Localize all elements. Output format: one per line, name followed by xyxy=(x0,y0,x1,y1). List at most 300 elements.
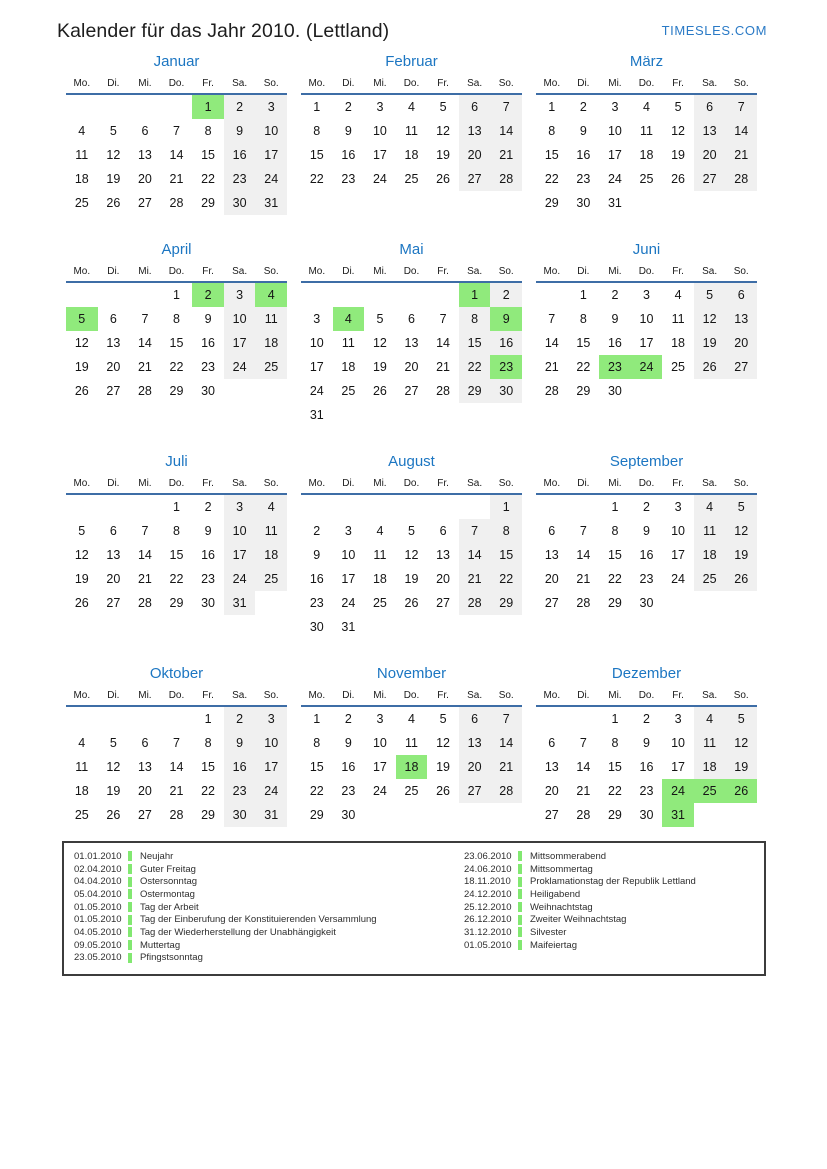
day-cell: 16 xyxy=(341,760,356,774)
day-cell: 17 xyxy=(639,336,654,350)
day-cell: 12 xyxy=(694,307,726,331)
day-cell: 9 xyxy=(643,524,650,538)
day-cell: 28 xyxy=(459,591,491,615)
day-cell: 13 xyxy=(137,760,152,774)
day-cell: 7 xyxy=(725,95,757,119)
day-cell: 23 xyxy=(341,172,356,186)
day-cell: 15 xyxy=(544,148,559,162)
day-cell: 17 xyxy=(372,148,387,162)
days-grid xyxy=(536,495,757,615)
day-cell: 28 xyxy=(490,779,522,803)
day-cell-empty xyxy=(427,495,459,519)
day-cell: 19 xyxy=(725,543,757,567)
weekday-label: So. xyxy=(498,266,514,277)
day-cell: 11 xyxy=(255,307,287,331)
page-header xyxy=(0,0,827,50)
day-cell: 17 xyxy=(671,760,686,774)
month-title: Januar xyxy=(153,53,200,70)
day-cell: 5 xyxy=(376,312,384,326)
day-cell: 6 xyxy=(439,524,447,538)
legend-item xyxy=(464,875,756,888)
day-cell: 9 xyxy=(611,312,619,326)
weekday-label: Do. xyxy=(168,266,185,277)
day-cell: 12 xyxy=(436,124,451,138)
day-cell: 12 xyxy=(74,548,89,562)
legend-date: 09.05.2010 xyxy=(74,939,122,951)
weekday-label: Di. xyxy=(577,78,590,89)
month-title: Juni xyxy=(632,241,661,258)
day-cell: 5 xyxy=(674,100,682,114)
day-cell: 15 xyxy=(309,148,324,162)
day-cell: 30 xyxy=(639,808,654,822)
weekday-header-row xyxy=(301,689,522,707)
day-cell: 4 xyxy=(408,100,415,114)
day-cell: 29 xyxy=(607,596,622,610)
day-cell: 5 xyxy=(439,100,447,114)
weekday-label: Fr. xyxy=(672,266,684,277)
day-cell: 8 xyxy=(579,312,587,326)
day-cell: 3 xyxy=(344,524,352,538)
weekday-label: Mi. xyxy=(138,690,152,701)
day-cell: 2 xyxy=(643,712,650,726)
day-cell: 12 xyxy=(106,760,121,774)
day-cell-empty xyxy=(66,283,98,307)
weekday-label: Mi. xyxy=(138,78,152,89)
weekday-label: Do. xyxy=(168,690,185,701)
day-cell: 5 xyxy=(109,736,117,750)
day-cell: 22 xyxy=(576,360,591,374)
legend-item xyxy=(74,875,464,888)
legend-label: Mittsommertag xyxy=(530,863,593,875)
holiday-marker-icon xyxy=(128,940,132,950)
weekday-label: Mo. xyxy=(308,78,326,89)
day-cell: 30 xyxy=(224,191,256,215)
day-cell-holiday: 31 xyxy=(662,803,694,827)
month-title: April xyxy=(161,241,192,258)
day-cell: 23 xyxy=(201,572,216,586)
day-cell: 30 xyxy=(341,808,356,822)
weekday-label: Di. xyxy=(577,478,590,489)
day-cell: 21 xyxy=(436,360,451,374)
day-cell: 26 xyxy=(106,196,121,210)
day-cell: 6 xyxy=(725,283,757,307)
day-cell: 7 xyxy=(579,736,587,750)
day-cell: 9 xyxy=(344,736,352,750)
weekday-label: Mo. xyxy=(73,478,91,489)
holiday-marker-icon xyxy=(518,851,522,861)
day-cell: 25 xyxy=(74,808,89,822)
day-cell: 25 xyxy=(404,784,419,798)
day-cell: 17 xyxy=(224,331,256,355)
day-cell: 25 xyxy=(404,172,419,186)
day-cell: 12 xyxy=(725,519,757,543)
day-cell: 28 xyxy=(576,596,591,610)
day-cell: 7 xyxy=(439,312,447,326)
day-cell: 15 xyxy=(459,331,491,355)
weekday-label: So. xyxy=(733,690,749,701)
day-cell: 15 xyxy=(201,760,216,774)
day-cell: 25 xyxy=(74,196,89,210)
day-cell: 13 xyxy=(544,760,559,774)
year-calendar xyxy=(66,53,757,827)
legend-label: Mittsommerabend xyxy=(530,850,607,862)
day-cell: 3 xyxy=(224,283,256,307)
day-cell: 3 xyxy=(643,288,650,302)
day-cell-empty xyxy=(98,707,130,731)
day-cell: 18 xyxy=(404,148,419,162)
weekday-label: Mo. xyxy=(308,690,326,701)
day-cell: 20 xyxy=(459,143,491,167)
day-cell: 6 xyxy=(459,707,491,731)
legend-item xyxy=(464,926,756,939)
day-cell: 30 xyxy=(639,596,654,610)
day-cell: 19 xyxy=(372,360,387,374)
day-cell: 27 xyxy=(459,779,491,803)
legend-label: Ostermontag xyxy=(140,888,195,900)
day-cell: 14 xyxy=(576,548,591,562)
legend-date: 23.06.2010 xyxy=(464,850,512,862)
day-cell: 28 xyxy=(490,167,522,191)
weekday-label: Sa. xyxy=(702,478,718,489)
weekday-label: Di. xyxy=(577,266,590,277)
weekday-label: Mo. xyxy=(73,78,91,89)
day-cell: 25 xyxy=(255,355,287,379)
day-cell: 1 xyxy=(173,500,180,514)
day-cell: 21 xyxy=(169,784,184,798)
day-cell: 13 xyxy=(436,548,451,562)
legend-column-left xyxy=(74,850,464,964)
day-cell: 17 xyxy=(671,548,686,562)
day-cell: 8 xyxy=(313,124,321,138)
day-cell: 12 xyxy=(404,548,419,562)
day-cell: 24 xyxy=(341,596,356,610)
page-title: Kalender für das Jahr 2010. (Lettland) xyxy=(57,20,390,42)
weekday-label: So. xyxy=(733,78,749,89)
day-cell: 26 xyxy=(106,808,121,822)
day-cell: 3 xyxy=(376,100,384,114)
legend-label: Tag der Arbeit xyxy=(140,901,199,913)
day-cell: 15 xyxy=(201,148,216,162)
weekday-label: Do. xyxy=(403,266,420,277)
day-cell: 3 xyxy=(376,712,384,726)
day-cell: 8 xyxy=(490,519,522,543)
day-cell: 9 xyxy=(204,524,212,538)
holiday-marker-icon xyxy=(518,877,522,887)
day-cell: 22 xyxy=(309,172,324,186)
day-cell: 15 xyxy=(607,760,622,774)
day-cell: 28 xyxy=(436,384,451,398)
weekday-label: So. xyxy=(263,690,279,701)
day-cell: 11 xyxy=(405,736,418,750)
day-cell: 19 xyxy=(436,148,451,162)
weekday-label: Mi. xyxy=(373,478,387,489)
legend-item xyxy=(74,901,464,914)
day-cell: 3 xyxy=(224,495,256,519)
day-cell: 24 xyxy=(224,567,256,591)
weekday-label: Mo. xyxy=(543,78,561,89)
day-cell: 4 xyxy=(376,524,384,538)
month-juli xyxy=(66,453,287,615)
month-title: Dezember xyxy=(611,665,682,682)
day-cell: 10 xyxy=(255,731,287,755)
day-cell: 15 xyxy=(490,543,522,567)
day-cell: 16 xyxy=(201,336,216,350)
day-cell: 19 xyxy=(74,572,89,586)
legend-date: 04.04.2010 xyxy=(74,876,122,888)
day-cell: 17 xyxy=(372,760,387,774)
day-cell: 26 xyxy=(436,784,451,798)
month-title: September xyxy=(609,453,684,470)
weekday-label: Mi. xyxy=(608,478,622,489)
weekday-label: So. xyxy=(498,78,514,89)
day-cell: 31 xyxy=(607,196,622,210)
weekday-label: Do. xyxy=(168,478,185,489)
weekday-label: Do. xyxy=(638,266,655,277)
month-title: Februar xyxy=(385,53,438,70)
day-cell: 27 xyxy=(725,355,757,379)
days-grid xyxy=(301,95,522,191)
day-cell: 24 xyxy=(255,779,287,803)
legend-label: Tag der Wiederherstellung der Unabhängigkeit xyxy=(140,926,336,938)
day-cell: 13 xyxy=(694,119,726,143)
day-cell-empty xyxy=(98,495,130,519)
legend-label: Heiligabend xyxy=(530,888,581,900)
day-cell: 16 xyxy=(224,143,256,167)
day-cell: 10 xyxy=(224,519,256,543)
day-cell-holiday: 2 xyxy=(192,283,224,307)
day-cell-empty xyxy=(459,495,491,519)
legend-date: 01.05.2010 xyxy=(74,914,122,926)
day-cell: 27 xyxy=(694,167,726,191)
day-cell: 10 xyxy=(224,307,256,331)
day-cell: 5 xyxy=(408,524,415,538)
day-cell: 19 xyxy=(671,148,686,162)
day-cell: 23 xyxy=(224,779,256,803)
day-cell: 25 xyxy=(671,360,686,374)
day-cell: 7 xyxy=(141,524,149,538)
day-cell: 4 xyxy=(408,712,415,726)
weekday-header-row xyxy=(301,77,522,95)
day-cell: 10 xyxy=(639,312,654,326)
day-cell: 26 xyxy=(74,384,89,398)
weekday-label: So. xyxy=(263,266,279,277)
weekday-label: Sa. xyxy=(232,266,248,277)
day-cell: 7 xyxy=(548,312,556,326)
day-cell: 29 xyxy=(544,196,559,210)
day-cell: 22 xyxy=(169,572,184,586)
day-cell: 29 xyxy=(576,384,591,398)
holiday-marker-icon xyxy=(128,864,132,874)
day-cell: 14 xyxy=(169,148,184,162)
day-cell: 4 xyxy=(643,100,650,114)
legend-date: 05.04.2010 xyxy=(74,888,122,900)
day-cell: 7 xyxy=(459,519,491,543)
day-cell: 2 xyxy=(204,500,212,514)
day-cell: 9 xyxy=(643,736,650,750)
day-cell: 15 xyxy=(169,336,184,350)
weekday-label: Do. xyxy=(638,78,655,89)
day-cell: 26 xyxy=(725,567,757,591)
day-cell: 11 xyxy=(671,312,685,326)
day-cell: 11 xyxy=(255,519,287,543)
day-cell: 6 xyxy=(109,312,117,326)
day-cell: 11 xyxy=(75,148,89,162)
day-cell-empty xyxy=(396,495,428,519)
day-cell-holiday: 1 xyxy=(459,283,491,307)
day-cell: 14 xyxy=(725,119,757,143)
weekday-label: Mi. xyxy=(608,78,622,89)
day-cell: 27 xyxy=(137,196,152,210)
days-grid xyxy=(536,283,757,403)
day-cell: 30 xyxy=(309,620,324,634)
day-cell: 12 xyxy=(725,731,757,755)
day-cell: 16 xyxy=(309,572,324,586)
month-juni xyxy=(536,241,757,403)
day-cell-empty xyxy=(66,707,98,731)
day-cell: 31 xyxy=(255,803,287,827)
day-cell: 27 xyxy=(544,596,559,610)
days-grid xyxy=(66,95,287,215)
day-cell: 18 xyxy=(74,784,89,798)
day-cell: 8 xyxy=(173,524,180,538)
day-cell: 16 xyxy=(201,548,216,562)
day-cell: 12 xyxy=(74,336,89,350)
month-august xyxy=(301,453,522,639)
day-cell: 26 xyxy=(436,172,451,186)
holiday-marker-icon xyxy=(518,940,522,950)
month-title: Mai xyxy=(399,241,424,258)
holiday-marker-icon xyxy=(128,889,132,899)
day-cell: 15 xyxy=(309,760,324,774)
holiday-marker-icon xyxy=(518,902,522,912)
day-cell: 17 xyxy=(224,543,256,567)
day-cell: 14 xyxy=(137,548,152,562)
day-cell-empty xyxy=(98,283,130,307)
day-cell: 22 xyxy=(607,572,622,586)
day-cell: 3 xyxy=(674,712,682,726)
day-cell: 5 xyxy=(694,283,726,307)
day-cell: 6 xyxy=(548,524,556,538)
day-cell: 16 xyxy=(639,548,654,562)
day-cell: 24 xyxy=(372,784,387,798)
weekday-header-row xyxy=(536,477,757,495)
day-cell: 3 xyxy=(611,100,619,114)
legend-item xyxy=(74,952,464,965)
day-cell: 11 xyxy=(694,519,726,543)
brand-link[interactable]: TIMESLES.COM xyxy=(661,23,767,38)
legend-item xyxy=(74,888,464,901)
day-cell: 10 xyxy=(372,124,387,138)
day-cell: 4 xyxy=(694,495,726,519)
day-cell-empty xyxy=(427,283,459,307)
weekday-label: Do. xyxy=(403,478,420,489)
day-cell-empty xyxy=(66,495,98,519)
day-cell: 13 xyxy=(137,148,152,162)
weekday-label: So. xyxy=(263,78,279,89)
weekday-label: Sa. xyxy=(232,78,248,89)
day-cell: 25 xyxy=(372,596,387,610)
day-cell-empty xyxy=(129,283,161,307)
month-title: Juli xyxy=(165,453,188,470)
day-cell-holiday: 23 xyxy=(599,355,631,379)
day-cell: 22 xyxy=(544,172,559,186)
weekday-label: Sa. xyxy=(467,78,483,89)
month-september xyxy=(536,453,757,615)
day-cell-holiday: 23 xyxy=(490,355,522,379)
day-cell-empty xyxy=(98,95,130,119)
day-cell: 28 xyxy=(544,384,559,398)
weekday-label: So. xyxy=(733,266,749,277)
day-cell: 21 xyxy=(137,360,152,374)
day-cell: 23 xyxy=(224,167,256,191)
weekday-label: Mi. xyxy=(373,78,387,89)
day-cell: 21 xyxy=(576,572,591,586)
month-januar xyxy=(66,53,287,215)
day-cell: 2 xyxy=(224,707,256,731)
day-cell: 5 xyxy=(78,524,86,538)
day-cell: 18 xyxy=(255,543,287,567)
weekday-header-row xyxy=(66,77,287,95)
day-cell: 8 xyxy=(611,524,619,538)
weekday-label: So. xyxy=(733,478,749,489)
weekday-label: Mi. xyxy=(373,690,387,701)
day-cell-empty xyxy=(568,707,600,731)
day-cell: 1 xyxy=(204,712,212,726)
day-cell: 25 xyxy=(639,172,654,186)
day-cell: 27 xyxy=(436,596,451,610)
day-cell: 10 xyxy=(372,736,387,750)
day-cell: 11 xyxy=(75,760,89,774)
holiday-legend xyxy=(62,841,766,976)
day-cell: 2 xyxy=(224,95,256,119)
day-cell: 9 xyxy=(224,731,256,755)
day-cell-empty xyxy=(333,283,365,307)
weekday-label: Fr. xyxy=(202,478,214,489)
day-cell: 12 xyxy=(436,736,451,750)
weekday-label: Fr. xyxy=(672,690,684,701)
weekday-label: Sa. xyxy=(467,266,483,277)
legend-item xyxy=(74,939,464,952)
day-cell-holiday: 25 xyxy=(694,779,726,803)
legend-label: Neujahr xyxy=(140,850,174,862)
day-cell: 28 xyxy=(576,808,591,822)
day-cell: 18 xyxy=(694,755,726,779)
legend-label: Maifeiertag xyxy=(530,939,577,951)
day-cell: 24 xyxy=(224,355,256,379)
month-title: August xyxy=(388,453,435,470)
day-cell: 13 xyxy=(459,731,491,755)
weekday-label: Mo. xyxy=(543,690,561,701)
day-cell: 23 xyxy=(201,360,216,374)
day-cell-empty xyxy=(536,707,568,731)
legend-item xyxy=(464,850,756,863)
day-cell: 19 xyxy=(436,760,451,774)
day-cell: 6 xyxy=(408,312,415,326)
weekday-label: Mo. xyxy=(73,690,91,701)
weekday-label: Di. xyxy=(107,78,120,89)
legend-date: 31.12.2010 xyxy=(464,926,512,938)
legend-date: 23.05.2010 xyxy=(74,952,122,964)
day-cell-empty xyxy=(301,495,333,519)
month-marz xyxy=(536,53,757,215)
day-cell: 20 xyxy=(404,360,419,374)
day-cell: 10 xyxy=(671,736,686,750)
day-cell: 20 xyxy=(137,172,152,186)
day-cell: 10 xyxy=(309,336,324,350)
day-cell: 8 xyxy=(459,307,491,331)
legend-date: 02.04.2010 xyxy=(74,863,122,875)
day-cell: 3 xyxy=(674,500,682,514)
